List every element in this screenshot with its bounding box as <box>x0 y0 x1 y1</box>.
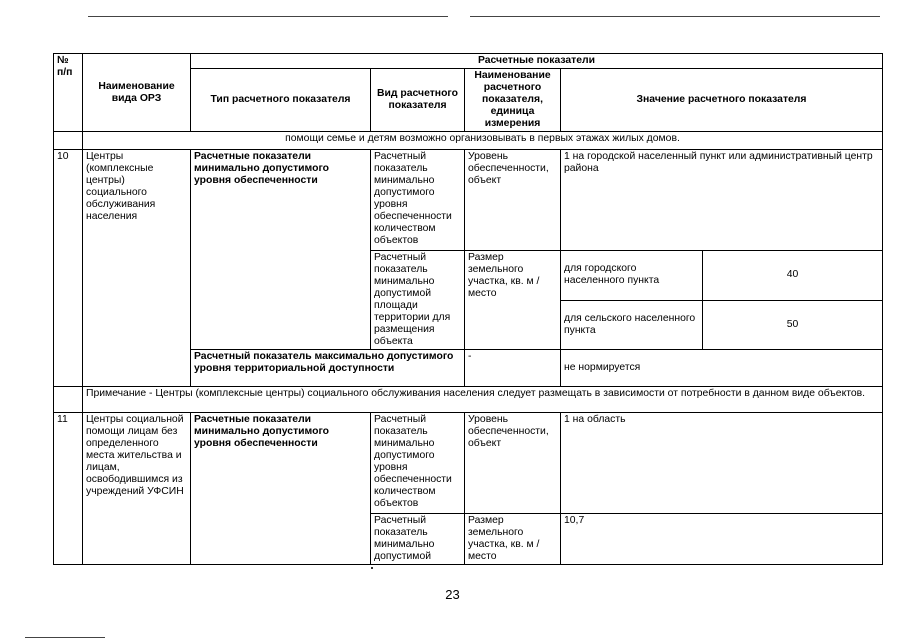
row10-max-unit: - <box>465 350 561 387</box>
row11-kind2: Расчетный показатель минимально допустимой <box>371 514 465 565</box>
header-kind: Вид расчетного показателя <box>371 69 465 132</box>
row11-min-type: Расчетные показатели минимально допустимого уровня обеспеченности <box>191 413 371 565</box>
header-value: Значение расчетного показателя <box>561 69 883 132</box>
scan-edge-line-left <box>88 16 448 17</box>
header-group: Расчетные показатели <box>191 54 883 69</box>
scan-speck <box>371 567 373 569</box>
row10-note: Примечание - Центры (комплексные центры) социального обслуживания населения следует размещать в зависимости от потребности в данном виде объектов. <box>83 387 883 413</box>
continuation-text: помощи семье и детям возможно организовывать в первых этажах жилых домов. <box>83 132 883 150</box>
row10-kind2: Расчетный показатель минимально допустимой площади территории для размещения объекта <box>371 251 465 350</box>
continuation-num <box>54 132 83 150</box>
row10-sub1-label: для городского населенного пункта <box>561 251 703 301</box>
row10-unit1: Уровень обеспеченности, объект <box>465 150 561 251</box>
row10-sub1-value: 40 <box>703 251 883 301</box>
row10-num: 10 <box>54 150 83 387</box>
row10-unit2: Размер земельного участка, кв. м /место <box>465 251 561 350</box>
row11-value2: 10,7 <box>561 514 883 565</box>
row11-unit1: Уровень обеспеченности, объект <box>465 413 561 514</box>
header-unit: Наименование расчетного показателя, единица измерения <box>465 69 561 132</box>
header-num: № п/п <box>54 54 83 132</box>
row10-max-value: не нормируется <box>561 350 883 387</box>
page-number: 23 <box>445 587 460 602</box>
header-type: Тип расчетного показателя <box>191 69 371 132</box>
header-name: Наименование вида ОРЗ <box>83 54 191 132</box>
row11-name: Центры социальной помощи лицам без определенного места жительства и лицам, освободившимся из учреждений УФСИН <box>83 413 191 565</box>
row10-min-type: Расчетные показатели минимально допустимого уровня обеспеченности <box>191 150 371 350</box>
row10-sub2-value: 50 <box>703 300 883 350</box>
row11-value1: 1 на область <box>561 413 883 514</box>
scan-edge-line-right <box>470 16 880 17</box>
row10-value1: 1 на городской населенный пункт или административный центр района <box>561 150 883 251</box>
row11-unit2: Размер земельного участка, кв. м /место <box>465 514 561 565</box>
scan-edge-line-bottom <box>25 637 105 638</box>
row10-max-type: Расчетный показатель максимально допустимого уровня территориальной доступности <box>191 350 465 387</box>
indicators-table <box>53 53 883 565</box>
row11-num: 11 <box>54 413 83 565</box>
row10-note-num <box>54 387 83 413</box>
row10-sub2-label: для сельского населенного пункта <box>561 300 703 350</box>
row10-name: Центры (комплексные центры) социального обслуживания населения <box>83 150 191 387</box>
row11-kind1: Расчетный показатель минимально допустимого уровня обеспеченности количеством объектов <box>371 413 465 514</box>
row10-kind1: Расчетный показатель минимально допустимого уровня обеспеченности количеством объектов <box>371 150 465 251</box>
